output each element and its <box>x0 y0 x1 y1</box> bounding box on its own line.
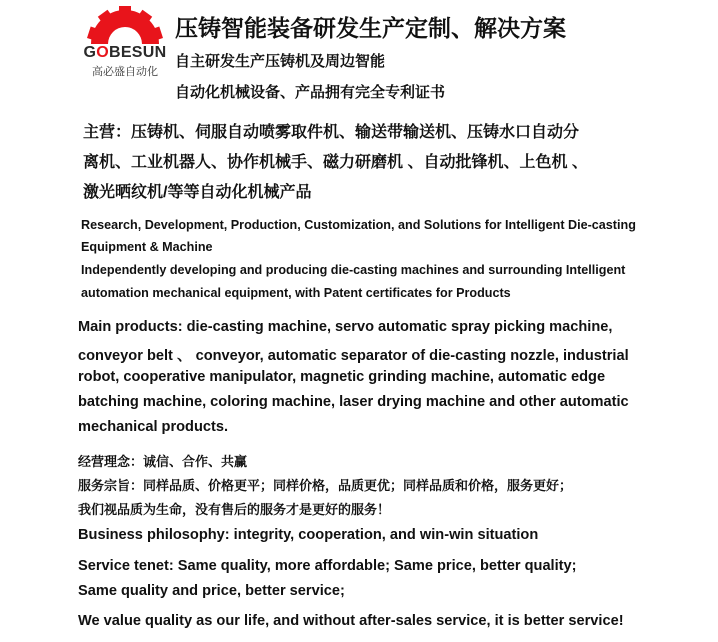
philosophy-cn-line-3: 我们视品质为生命，没有售后的服务才是更好的服务！ <box>78 502 391 517</box>
intro-en-line-1: Research, Development, Production, Customization, and Solutions for Intelligent Die-casting <box>81 218 636 232</box>
service-tenet-en-line-2: Same quality and price, better service; <box>78 583 345 599</box>
philosophy-cn-line-2: 服务宗旨：同样品质、价格更平；同样价格，品质更优；同样品质和价格，服务更好； <box>78 478 573 493</box>
business-philosophy-en: Business philosophy: integrity, cooperation, and win-win situation <box>78 527 539 543</box>
value-statement-en: We value quality as our life, and without after-sales service, it is better service! <box>78 613 624 629</box>
company-logo <box>82 6 168 76</box>
intro-en-line-3: Independently developing and producing die-casting machines and surrounding Intelligent <box>81 263 626 277</box>
main-products-cn-line-1: 主营：压铸机、伺服自动喷雾取件机、输送带输送机、压铸水口自动分 <box>83 124 580 141</box>
main-products-en-line-4: batching machine, coloring machine, laser drying machine and other automatic <box>78 394 629 410</box>
gear-icon <box>86 6 164 46</box>
main-products-cn-line-3: 激光晒纹机/等等自动化机械产品 <box>83 184 312 201</box>
main-products-en-line-5: mechanical products. <box>78 419 229 435</box>
intro-en-line-2: Equipment & Machine <box>81 240 213 254</box>
main-products-en-line-3: robot, cooperative manipulator, magnetic grinding machine, automatic edge <box>78 369 606 385</box>
subtitle-line-2: 自动化机械设备、产品拥有完全专利证书 <box>175 84 446 101</box>
main-products-en-line-1: Main products: die-casting machine, servo automatic spray picking machine, <box>78 319 613 335</box>
brand-name-en: GOBESUN <box>83 44 167 61</box>
intro-en-line-4: automation mechanical equipment, with Patent certificates for Products <box>81 286 511 300</box>
main-products-en-line-2: conveyor belt 、 conveyor, automatic separator of die-casting nozzle, industrial <box>78 348 629 364</box>
main-products-cn-line-2: 离机、工业机器人、协作机械手、磁力研磨机 、自动批锋机、上色机 、 <box>83 154 588 171</box>
brand-name-cn: 高必盛自动化 <box>92 66 158 78</box>
subtitle-line-1: 自主研发生产压铸机及周边智能 <box>175 53 386 70</box>
service-tenet-en-line-1: Service tenet: Same quality, more affordable; Same price, better quality; <box>78 558 577 574</box>
page-title: 压铸智能装备研发生产定制、解决方案 <box>175 15 566 41</box>
philosophy-cn-line-1: 经营理念：诚信、合作、共赢 <box>78 454 248 469</box>
